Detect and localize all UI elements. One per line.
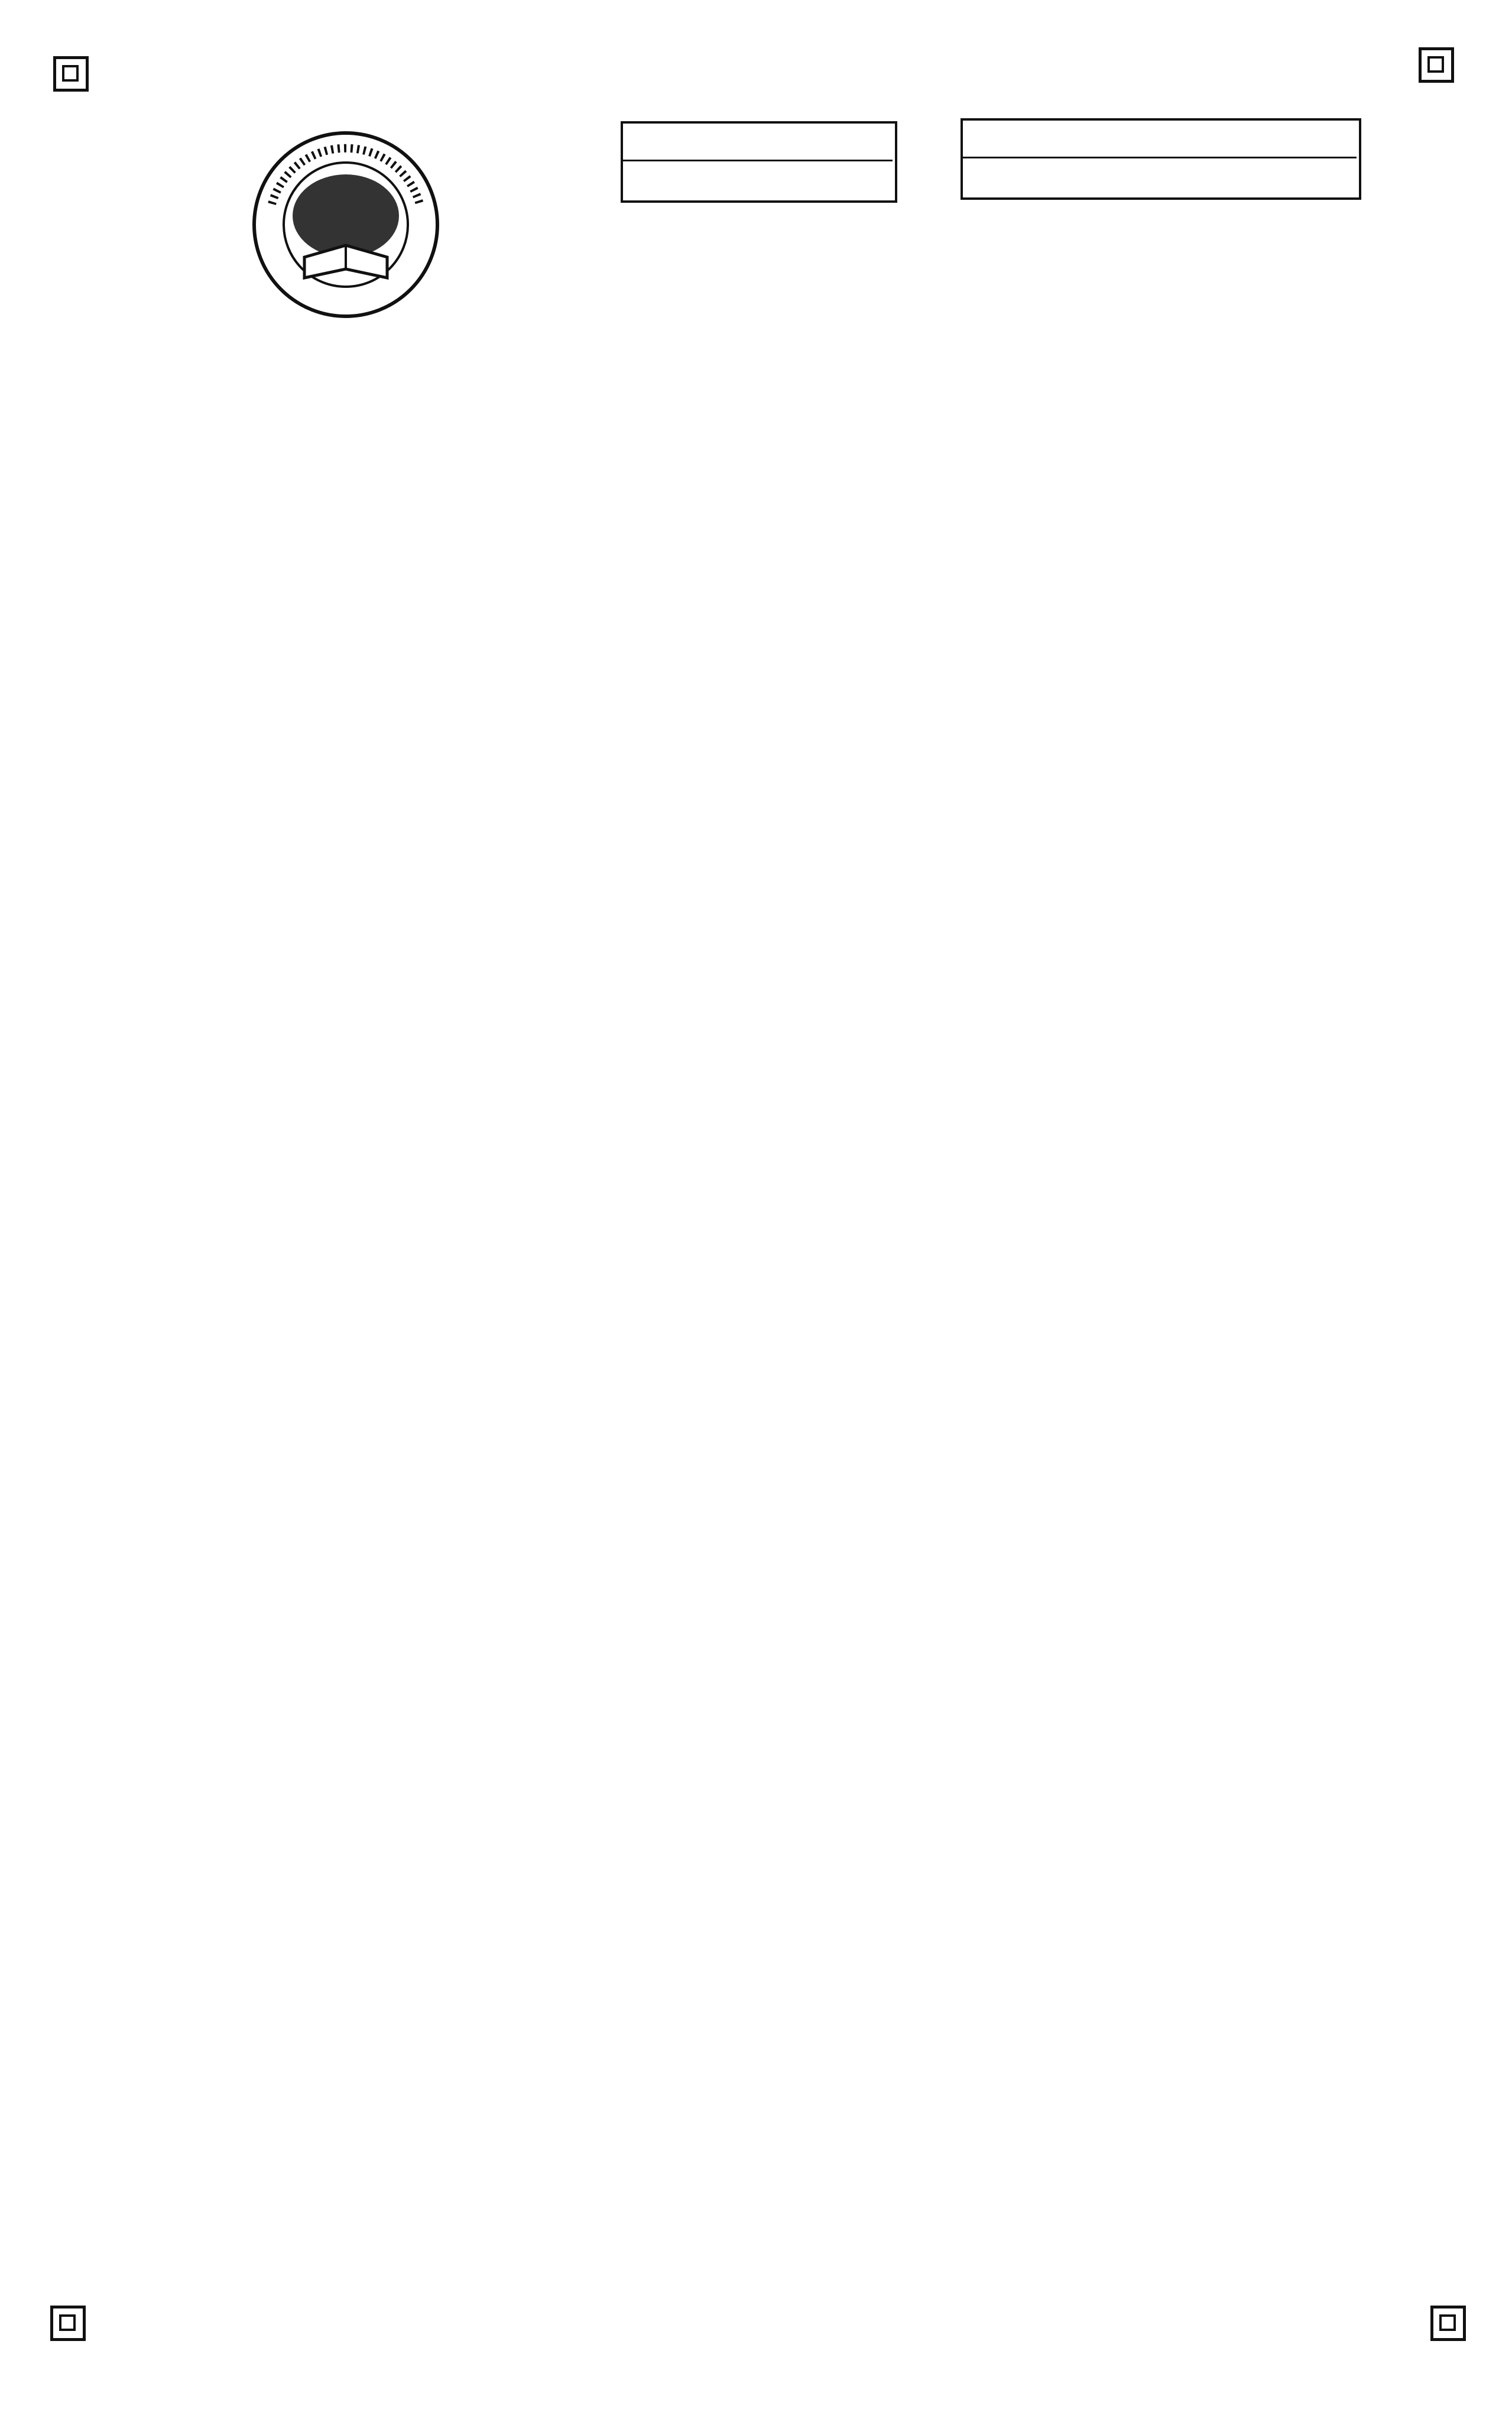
roll-number-row xyxy=(961,157,1357,197)
version-digits-row xyxy=(621,160,893,200)
registration-square xyxy=(50,2306,86,2341)
board-emblem xyxy=(248,127,443,322)
registration-square xyxy=(1419,47,1454,83)
registration-square xyxy=(53,56,89,92)
registration-square xyxy=(1430,2306,1466,2341)
